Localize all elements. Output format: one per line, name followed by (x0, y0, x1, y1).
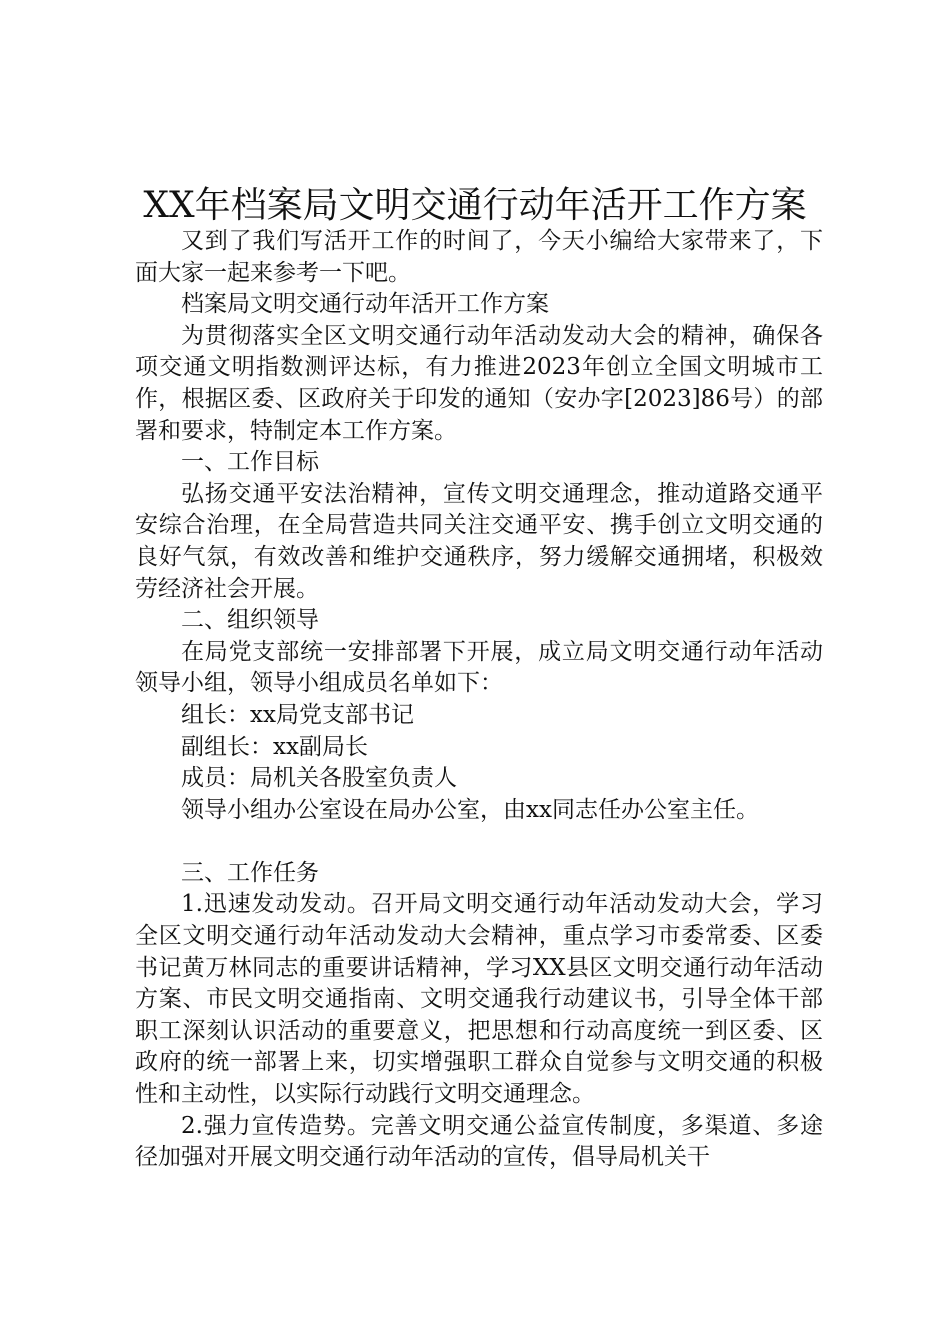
members-line: 成员：局机关各股室负责人 (181, 765, 457, 792)
leader-line: 组长：xx局党支部书记 (181, 701, 414, 728)
organization-paragraph: 在局党支部统一安排部署下开展，成立局文明交通行动年活动领导小组，领导小组成员名单如下： (135, 638, 823, 697)
subtitle-paragraph: 档案局文明交通行动年活开工作方案 (181, 291, 549, 318)
task-2-paragraph: 2.强力宣传造势。完善文明交通公益宣传制度，多渠道、多途径加强对开展文明交通行动年活动的宣传，倡导局机关干 (135, 1112, 823, 1171)
office-paragraph: 领导小组办公室设在局办公室，由xx同志任办公室主任。 (181, 796, 759, 823)
document-title: XX年档案局文明交通行动年活开工作方案 (143, 185, 807, 226)
blank-line (135, 826, 823, 858)
section-heading-organization: 二、组织领导 (181, 607, 319, 634)
task-1-paragraph: 1.迅速发动发动。召开局文明交通行动年活动发动大会，学习全区文明交通行动年活动发动大会精神，重点学习市委常委、区委书记黄万林同志的重要讲话精神，学习XX县区文明交通行动年活动方案、市民文明交通指南、文明交通我行动建议书，引导全体干部职工深刻认识活动的重要意义，把思想和行动高度统一到区委、区政府的统一部署上来，切实增强职工群众自觉参与文明交通的积极性和主动性，以实际行动践行文明交通理念。 (135, 891, 823, 1108)
purpose-paragraph: 为贯彻落实全区文明交通行动年活动发动大会的精神，确保各项交通文明指数测评达标，有力推进2023年创立全国文明城市工作，根据区委、区政府关于印发的通知（安办字[2023]86号）的部署和要求，特制定本工作方案。 (135, 322, 823, 444)
document-body (135, 226, 823, 1174)
section-heading-goals: 一、工作目标 (181, 449, 319, 476)
section-heading-tasks: 三、工作任务 (181, 859, 319, 886)
intro-paragraph: 又到了我们写活开工作的时间了，今天小编给大家带来了，下面大家一起来参考一下吧。 (135, 228, 823, 286)
goals-paragraph: 弘扬交通平安法治精神，宣传文明交通理念，推动道路交通平安综合治理，在全局营造共同关注交通平安、携手创立文明交通的良好气氛，有效改善和维护交通秩序，努力缓解交通拥堵，积极效劳经济社会开展。 (135, 480, 823, 602)
deputy-leader-line: 副组长：xx副局长 (181, 733, 368, 760)
